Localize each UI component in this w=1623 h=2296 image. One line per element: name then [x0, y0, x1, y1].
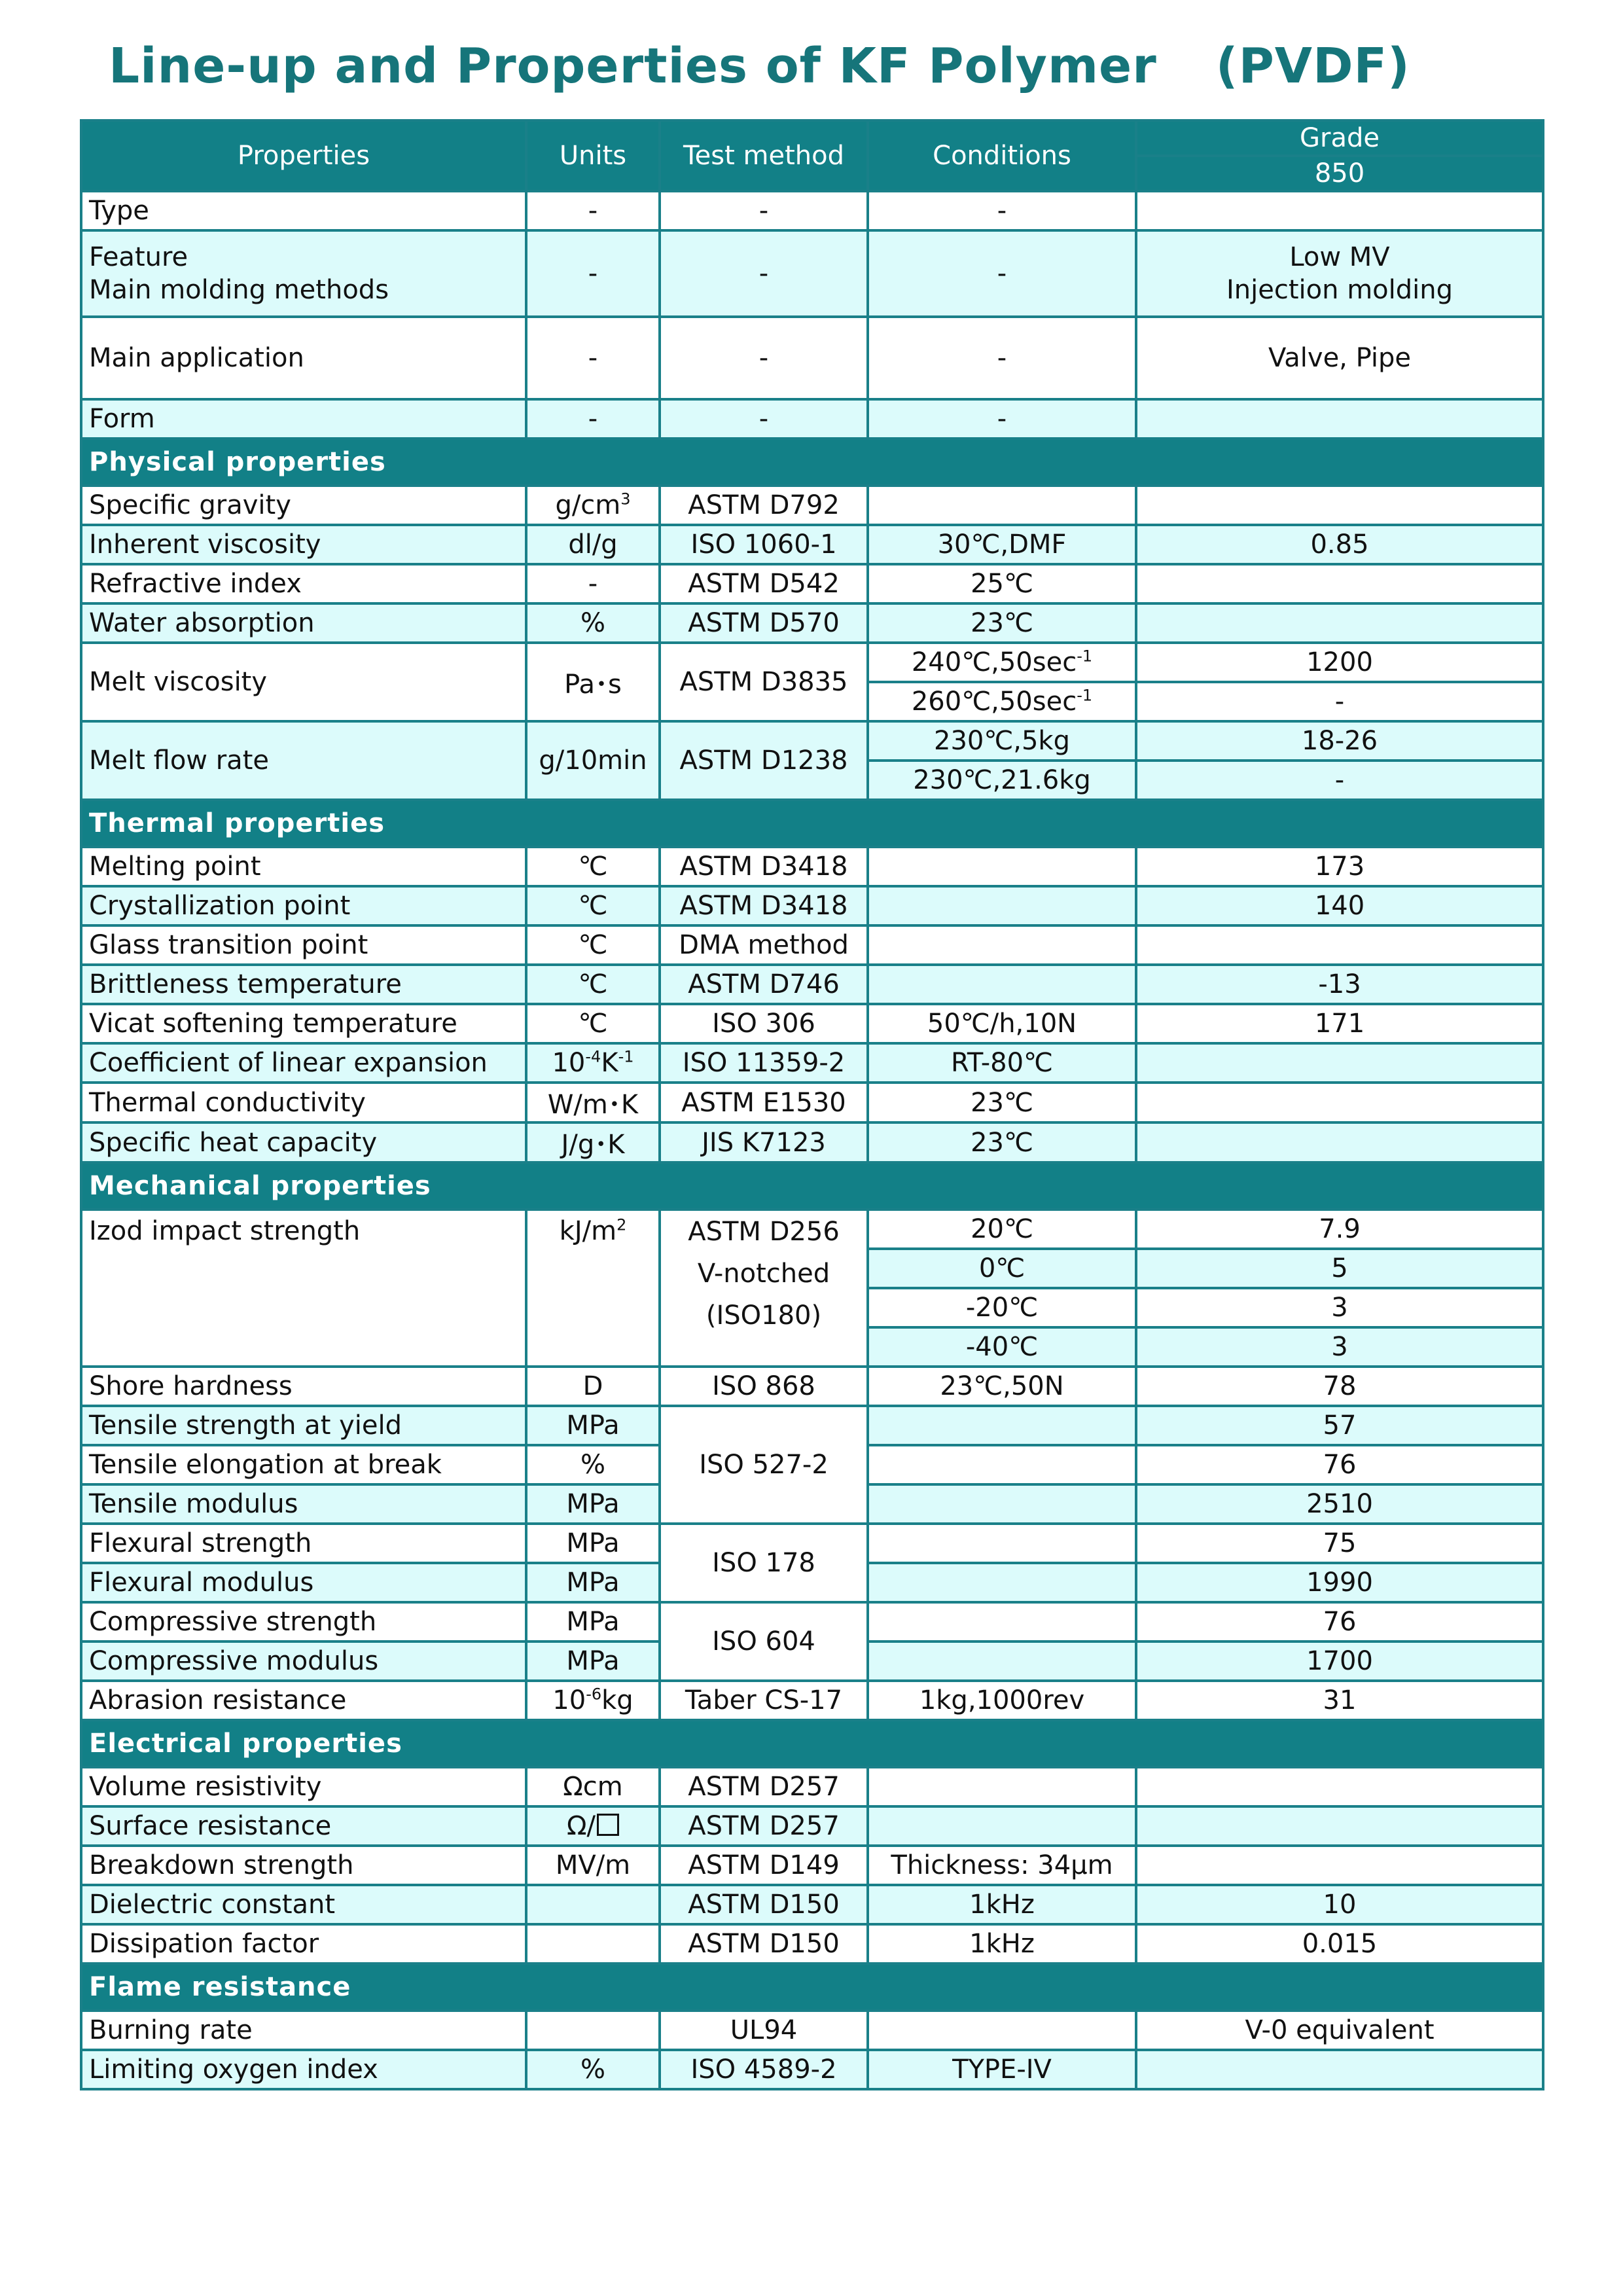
value-cell [1136, 2050, 1543, 2089]
method-cell [660, 1210, 868, 1367]
property-label: Crystallization point [81, 886, 526, 925]
property-label: Dielectric constant [81, 1885, 526, 1924]
table-row [81, 486, 1543, 525]
method-cell: ISO 527-2 [660, 1406, 868, 1524]
method-cell: - [660, 399, 868, 439]
method-cell: ASTM D150 [660, 1924, 868, 1964]
value-cell: 173 [1136, 847, 1543, 886]
section-title: Physical properties [81, 439, 1543, 486]
units-cell: % [526, 603, 660, 643]
table-row [81, 1806, 1543, 1846]
table-row [81, 847, 1543, 886]
units-cell [526, 1885, 660, 1924]
property-label: Flexural modulus [81, 1563, 526, 1602]
method-cell: ASTM D792 [660, 486, 868, 525]
table-row [81, 1122, 1543, 1162]
property-label: Brittleness temperature [81, 965, 526, 1004]
value-cell [1136, 1767, 1543, 1806]
units-cell [526, 1681, 660, 1720]
conditions-cell: 30℃,DMF [868, 525, 1136, 564]
value-cell: 0.85 [1136, 525, 1543, 564]
conditions-cell [868, 1767, 1136, 1806]
conditions-cell [868, 1563, 1136, 1602]
table-row [81, 1083, 1543, 1122]
molding-label: Main molding methods [89, 275, 389, 305]
units-text: kJ/m [559, 1216, 617, 1246]
molding-value: Injection molding [1226, 275, 1453, 305]
value-cell: - [1136, 761, 1543, 800]
section-title: Flame resistance [81, 1964, 1543, 2011]
title-main: Line-up and Properties of KF Polymer [109, 38, 1157, 94]
units-cell [526, 1806, 660, 1846]
method-cell: ASTM D3835 [660, 643, 868, 721]
conditions-superscript: -1 [1077, 647, 1093, 666]
property-label: Tensile elongation at break [81, 1445, 526, 1484]
property-label: Type [81, 191, 526, 230]
value-cell: 140 [1136, 886, 1543, 925]
conditions-cell [868, 1602, 1136, 1641]
value-cell: 3 [1136, 1327, 1543, 1367]
units-cell: - [526, 191, 660, 230]
method-line: ASTM D256 [688, 1217, 840, 1247]
title-suffix: (PVDF) [1215, 38, 1410, 94]
units-cell: g/10min [526, 721, 660, 800]
table-row [81, 925, 1543, 965]
section-electrical [81, 1720, 1543, 1767]
conditions-cell [868, 1445, 1136, 1484]
units-cell: dl/g [526, 525, 660, 564]
method-cell: ASTM D257 [660, 1806, 868, 1846]
method-cell: ASTM D149 [660, 1846, 868, 1885]
method-cell: ASTM D3418 [660, 886, 868, 925]
conditions-cell: 230℃,5kg [868, 721, 1136, 761]
units-cell: Pa･s [526, 643, 660, 721]
square-symbol-icon [597, 1814, 619, 1836]
method-cell: - [660, 317, 868, 399]
value-cell: - [1136, 682, 1543, 721]
units-cell: MV/m [526, 1846, 660, 1885]
conditions-cell: -20℃ [868, 1288, 1136, 1327]
property-label: Specific heat capacity [81, 1122, 526, 1162]
conditions-cell: 1kg,1000rev [868, 1681, 1136, 1720]
conditions-cell: 23℃ [868, 1122, 1136, 1162]
method-cell: ASTM D1238 [660, 721, 868, 800]
units-cell: - [526, 399, 660, 439]
conditions-cell [868, 1806, 1136, 1846]
property-label: Dissipation factor [81, 1924, 526, 1964]
table-row [81, 1602, 1543, 1641]
value-cell: 76 [1136, 1602, 1543, 1641]
method-cell: ASTM D257 [660, 1767, 868, 1806]
units-text: g/cm [555, 490, 621, 520]
property-label: Compressive strength [81, 1602, 526, 1641]
value-cell [1136, 603, 1543, 643]
conditions-cell: RT-80℃ [868, 1043, 1136, 1083]
units-text: 10 [552, 1685, 586, 1715]
method-cell: ASTM E1530 [660, 1083, 868, 1122]
method-cell: ISO 4589-2 [660, 2050, 868, 2089]
value-cell: 78 [1136, 1367, 1543, 1406]
value-cell [1136, 564, 1543, 603]
method-cell: UL94 [660, 2011, 868, 2050]
table-row [81, 1846, 1543, 1885]
conditions-cell: - [868, 230, 1136, 317]
table-row [81, 886, 1543, 925]
conditions-cell: 50℃/h,10N [868, 1004, 1136, 1043]
units-superscript: -4 [585, 1047, 601, 1066]
table-row [81, 230, 1543, 317]
units-text: Ω/ [566, 1811, 596, 1841]
feature-value: Low MV [1289, 242, 1390, 272]
property-label: Surface resistance [81, 1806, 526, 1846]
table-row [81, 399, 1543, 439]
value-cell: 57 [1136, 1406, 1543, 1445]
method-cell: ASTM D746 [660, 965, 868, 1004]
method-cell: ASTM D150 [660, 1885, 868, 1924]
method-cell: ASTM D542 [660, 564, 868, 603]
header-grade-code: 850 [1136, 156, 1543, 191]
value-cell: V-0 equivalent [1136, 2011, 1543, 2050]
units-superscript: -6 [586, 1685, 602, 1704]
method-cell: ISO 178 [660, 1524, 868, 1602]
table-row [81, 1885, 1543, 1924]
value-cell: 31 [1136, 1681, 1543, 1720]
header-units: Units [526, 120, 660, 191]
value-cell: 0.015 [1136, 1924, 1543, 1964]
table-row [81, 1210, 1543, 1249]
conditions-cell [868, 1406, 1136, 1445]
section-title: Electrical properties [81, 1720, 1543, 1767]
property-label: Izod impact strength [81, 1210, 526, 1367]
conditions-cell: 23℃ [868, 1083, 1136, 1122]
conditions-cell: TYPE-IV [868, 2050, 1136, 2089]
table-row [81, 1767, 1543, 1806]
value-cell: -13 [1136, 965, 1543, 1004]
value-cell [1136, 925, 1543, 965]
conditions-cell [868, 925, 1136, 965]
method-cell: DMA method [660, 925, 868, 965]
section-title: Mechanical properties [81, 1162, 1543, 1210]
conditions-cell: 0℃ [868, 1249, 1136, 1288]
table-row [81, 965, 1543, 1004]
value-cell: 75 [1136, 1524, 1543, 1563]
units-cell: W/m･K [526, 1083, 660, 1122]
conditions-cell: 230℃,21.6kg [868, 761, 1136, 800]
table-row [81, 1924, 1543, 1964]
conditions-cell: 23℃,50N [868, 1367, 1136, 1406]
table-row [81, 643, 1543, 682]
table-row [81, 1681, 1543, 1720]
conditions-cell: - [868, 399, 1136, 439]
table-row [81, 603, 1543, 643]
units-cell: ℃ [526, 925, 660, 965]
value-cell: 3 [1136, 1288, 1543, 1327]
property-label: Volume resistivity [81, 1767, 526, 1806]
property-label: Breakdown strength [81, 1846, 526, 1885]
property-label: Vicat softening temperature [81, 1004, 526, 1043]
value-cell [1136, 1846, 1543, 1885]
table-row [81, 1043, 1543, 1083]
value-cell [1136, 486, 1543, 525]
property-label: Limiting oxygen index [81, 2050, 526, 2089]
table-row [81, 721, 1543, 761]
value-cell: Valve, Pipe [1136, 317, 1543, 399]
property-label: Water absorption [81, 603, 526, 643]
conditions-cell [868, 847, 1136, 886]
units-text: kg [601, 1685, 633, 1715]
units-cell: % [526, 1445, 660, 1484]
conditions-cell [868, 1641, 1136, 1681]
section-title: Thermal properties [81, 800, 1543, 847]
method-cell: - [660, 191, 868, 230]
value-cell: 171 [1136, 1004, 1543, 1043]
section-mechanical [81, 1162, 1543, 1210]
table-row [81, 2050, 1543, 2089]
value-cell [1136, 230, 1543, 317]
conditions-cell [868, 486, 1136, 525]
property-label: Refractive index [81, 564, 526, 603]
conditions-cell: -40℃ [868, 1327, 1136, 1367]
units-cell: ℃ [526, 886, 660, 925]
units-superscript: -1 [618, 1047, 634, 1066]
conditions-superscript: -1 [1077, 686, 1093, 705]
value-cell [1136, 399, 1543, 439]
conditions-cell [868, 1484, 1136, 1524]
property-label: Thermal conductivity [81, 1083, 526, 1122]
property-label: Specific gravity [81, 486, 526, 525]
method-cell: ISO 306 [660, 1004, 868, 1043]
feature-label: Feature [89, 242, 188, 272]
units-cell [526, 1043, 660, 1083]
units-cell: - [526, 564, 660, 603]
conditions-cell [868, 886, 1136, 925]
value-cell: 1200 [1136, 643, 1543, 682]
units-cell: MPa [526, 1641, 660, 1681]
units-cell: J/g･K [526, 1122, 660, 1162]
units-superscript: 2 [616, 1215, 627, 1234]
property-label: Compressive modulus [81, 1641, 526, 1681]
method-cell: ISO 1060-1 [660, 525, 868, 564]
section-flame [81, 1964, 1543, 2011]
header-grade: Grade [1136, 120, 1543, 156]
table-row [81, 1406, 1543, 1445]
units-cell: - [526, 317, 660, 399]
units-text: K [601, 1048, 618, 1078]
property-label: Coefficient of linear expansion [81, 1043, 526, 1083]
properties-table [80, 119, 1544, 2090]
method-cell: JIS K7123 [660, 1122, 868, 1162]
value-cell: 18-26 [1136, 721, 1543, 761]
value-cell: 7.9 [1136, 1210, 1543, 1249]
conditions-text: 260℃,50sec [911, 687, 1077, 717]
units-cell: ℃ [526, 1004, 660, 1043]
property-label: Burning rate [81, 2011, 526, 2050]
property-label: Abrasion resistance [81, 1681, 526, 1720]
conditions-cell [868, 643, 1136, 682]
page-title [109, 38, 1410, 94]
units-cell [526, 1924, 660, 1964]
conditions-cell: 20℃ [868, 1210, 1136, 1249]
conditions-cell: 25℃ [868, 564, 1136, 603]
method-cell: Taber CS-17 [660, 1681, 868, 1720]
section-thermal [81, 800, 1543, 847]
property-label: Melt flow rate [81, 721, 526, 800]
property-label: Tensile strength at yield [81, 1406, 526, 1445]
method-cell: ISO 11359-2 [660, 1043, 868, 1083]
conditions-cell [868, 965, 1136, 1004]
value-cell: 2510 [1136, 1484, 1543, 1524]
units-cell: MPa [526, 1484, 660, 1524]
property-label: Inherent viscosity [81, 525, 526, 564]
table-row [81, 1367, 1543, 1406]
table-row [81, 191, 1543, 230]
conditions-cell: 1kHz [868, 1885, 1136, 1924]
conditions-cell: - [868, 317, 1136, 399]
method-cell: ISO 604 [660, 1602, 868, 1681]
property-label: Melting point [81, 847, 526, 886]
units-cell: MPa [526, 1524, 660, 1563]
units-cell [526, 2011, 660, 2050]
units-cell: MPa [526, 1563, 660, 1602]
conditions-cell: Thickness: 34μm [868, 1846, 1136, 1885]
units-cell: MPa [526, 1602, 660, 1641]
method-cell: ISO 868 [660, 1367, 868, 1406]
units-text: 10 [552, 1048, 586, 1078]
units-cell: MPa [526, 1406, 660, 1445]
header-properties: Properties [81, 120, 526, 191]
units-cell: % [526, 2050, 660, 2089]
units-cell: ℃ [526, 847, 660, 886]
units-cell: ℃ [526, 965, 660, 1004]
value-cell: 76 [1136, 1445, 1543, 1484]
value-cell [1136, 1043, 1543, 1083]
value-cell: 5 [1136, 1249, 1543, 1288]
conditions-text: 240℃,50sec [911, 647, 1077, 677]
conditions-cell [868, 682, 1136, 721]
units-cell: D [526, 1367, 660, 1406]
units-cell [526, 486, 660, 525]
table-row [81, 2011, 1543, 2050]
value-cell [1136, 191, 1543, 230]
units-superscript: 3 [620, 490, 631, 509]
units-cell: Ωcm [526, 1767, 660, 1806]
conditions-cell [868, 1524, 1136, 1563]
units-cell: - [526, 230, 660, 317]
method-line: (ISO180) [705, 1300, 822, 1331]
header-test-method: Test method [660, 120, 868, 191]
conditions-cell: 23℃ [868, 603, 1136, 643]
property-label: Form [81, 399, 526, 439]
value-cell [1136, 1083, 1543, 1122]
property-label: Flexural strength [81, 1524, 526, 1563]
value-cell [1136, 1806, 1543, 1846]
conditions-cell: 1kHz [868, 1924, 1136, 1964]
property-label: Tensile modulus [81, 1484, 526, 1524]
units-cell [526, 1210, 660, 1367]
table-row [81, 564, 1543, 603]
property-label: Glass transition point [81, 925, 526, 965]
value-cell [1136, 1122, 1543, 1162]
property-label [81, 230, 526, 317]
property-label: Shore hardness [81, 1367, 526, 1406]
method-line: V-notched [697, 1259, 830, 1289]
conditions-cell: - [868, 191, 1136, 230]
table-row [81, 525, 1543, 564]
header-conditions: Conditions [868, 120, 1136, 191]
method-cell: - [660, 230, 868, 317]
section-physical [81, 439, 1543, 486]
value-cell: 1700 [1136, 1641, 1543, 1681]
conditions-cell [868, 2011, 1136, 2050]
method-cell: ASTM D3418 [660, 847, 868, 886]
method-cell: ASTM D570 [660, 603, 868, 643]
table-row [81, 1004, 1543, 1043]
property-label: Main application [81, 317, 526, 399]
value-cell: 1990 [1136, 1563, 1543, 1602]
value-cell: 10 [1136, 1885, 1543, 1924]
table-row [81, 317, 1543, 399]
table-row [81, 1524, 1543, 1563]
property-label: Melt viscosity [81, 643, 526, 721]
